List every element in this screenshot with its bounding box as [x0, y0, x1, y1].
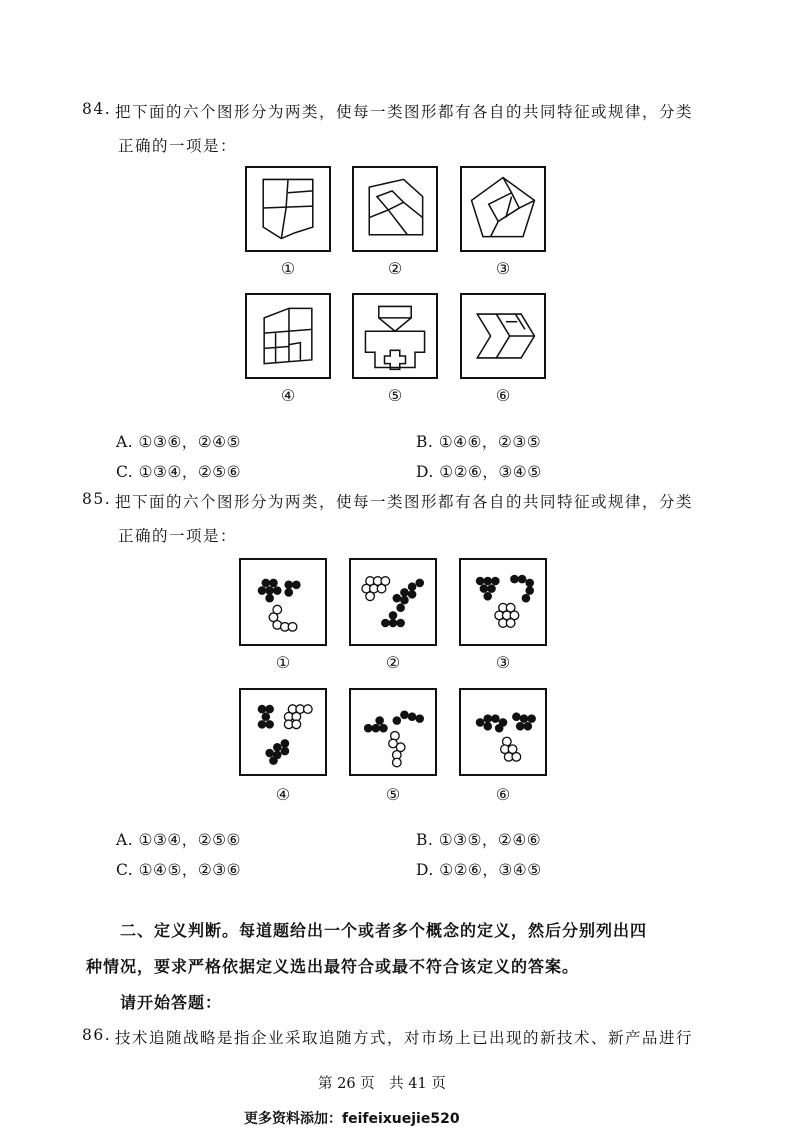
q85-figure-5 [349, 688, 437, 776]
q84-figure-2 [352, 166, 438, 252]
q86-text: 技术追随战略是指企业采取追随方式，对市场上已出现的新技术、新产品进行 [115, 1029, 694, 1047]
q85-figure-label-3: ③ [495, 653, 511, 672]
q85-stem-line1: 把下面的六个图形分为两类，使每一类图形都有各自的共同特征或规律，分类 [115, 493, 694, 511]
q85-option-d[interactable]: D. ①②⑥，③④⑤ [416, 861, 542, 879]
q84-stem-line2: 正确的一项是： [118, 137, 238, 155]
q84-option-d[interactable]: D. ①②⑥，③④⑤ [416, 463, 542, 481]
q85-stem-line2: 正确的一项是： [118, 527, 238, 545]
section2-title-line1: 二、定义判断。每道题给出一个或者多个概念的定义，然后分别列出四 [120, 921, 648, 940]
q85-option-b[interactable]: B. ①③⑤，②④⑥ [416, 831, 542, 849]
q84-figure-label-4: ④ [280, 386, 296, 405]
q84-figure-1 [245, 166, 331, 252]
q85-figure-3 [459, 558, 547, 646]
q85-figure-label-1: ① [275, 653, 291, 672]
q85-figure-1 [239, 558, 327, 646]
q85-figure-4 [239, 688, 327, 776]
section2-start: 请开始答题： [120, 993, 223, 1012]
page-number: 第 26 页 共 41 页 [318, 1076, 446, 1092]
q84-figure-6 [460, 293, 546, 379]
q84-figure-5 [352, 293, 438, 379]
q85-figure-label-6: ⑥ [495, 785, 511, 804]
q85-number: 85. [82, 490, 112, 508]
q85-figure-label-4: ④ [275, 785, 291, 804]
q84-figure-3 [460, 166, 546, 252]
q84-figure-label-3: ③ [495, 259, 511, 278]
contact-note: 更多资料添加：feifeixuejie520 [244, 1111, 460, 1127]
q85-figure-6 [459, 688, 547, 776]
q84-figure-4 [245, 293, 331, 379]
q84-figure-label-2: ② [387, 259, 403, 278]
q84-option-b[interactable]: B. ①④⑥，②③⑤ [416, 433, 542, 451]
q86-number: 86. [82, 1026, 112, 1044]
q85-option-a[interactable]: A. ①③④，②⑤⑥ [116, 831, 241, 849]
q84-option-a[interactable]: A. ①③⑥，②④⑤ [116, 433, 241, 451]
section2-title-line2: 种情况，要求严格依据定义选出最符合或最不符合该定义的答案。 [86, 957, 580, 976]
q84-figure-label-5: ⑤ [387, 386, 403, 405]
q84-figure-label-6: ⑥ [495, 386, 511, 405]
q85-figure-label-5: ⑤ [385, 785, 401, 804]
q84-option-c[interactable]: C. ①③④，②⑤⑥ [116, 463, 242, 481]
q85-figure-label-2: ② [385, 653, 401, 672]
q84-number: 84. [82, 100, 112, 118]
q85-option-c[interactable]: C. ①④⑤，②③⑥ [116, 861, 242, 879]
q85-figure-2 [349, 558, 437, 646]
q84-figure-label-1: ① [280, 259, 296, 278]
q84-stem-line1: 把下面的六个图形分为两类，使每一类图形都有各自的共同特征或规律，分类 [115, 103, 694, 121]
